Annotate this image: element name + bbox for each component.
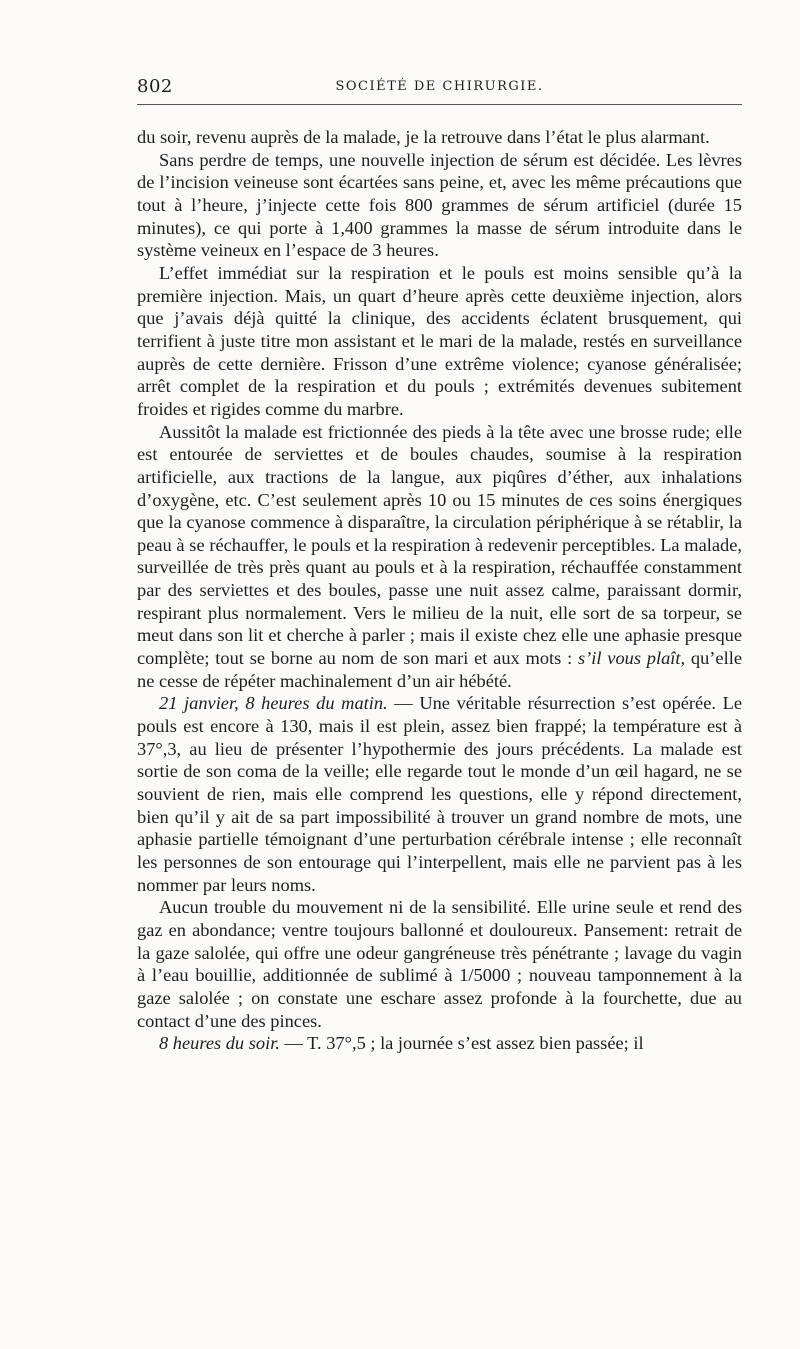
paragraph-1 (137, 126, 742, 149)
date-heading: 21 janvier, 8 heures du matin. (159, 693, 388, 714)
paragraph-text: du soir, revenu auprès de la malade, je la retrouve dans l’état le plus alarmant. (137, 127, 710, 147)
paragraph-text: — T. 37°,5 ; la journée s’est assez bien passée; il (279, 1033, 644, 1054)
paragraph-5 (137, 692, 742, 896)
time-heading: 8 heures du soir. (159, 1033, 280, 1054)
paragraph-text: Aussitôt la malade est frictionnée des pieds à la tête avec une brosse rude; elle est entourée de serviettes et de boules chaudes, soumise à la respiration artificielle, aux tractions de la langue, aux piqûres d’éther, aux inhalations d’oxygène, etc. C’est seulement après 10 ou 15 minutes de ces soins énergiques que la cyanose commence à disparaître, la circulation périphérique à se rétablir, la peau à se réchauffer, le pouls et la respiration à redevenir perceptibles. La malade, surveillée de très près quant au pouls et à la respiration, réchauffée constamment par des serviettes et des boules, passe une nuit assez calme, paraissant dormir, respirant plus normalement. Vers le milieu de la nuit, elle sort de sa torpeur, se meut dans son lit et cherche à parler ; mais il existe chez elle une aphasie presque complète; tout se borne au nom de son mari et aux mots : (137, 421, 742, 669)
paragraph-text: Aucun trouble du mouvement ni de la sensibilité. Elle urine seule et rend des gaz en abondance; ventre toujours ballonné et douloureux. Pansement: retrait de la gaze salolée, qui offre une odeur gangréneuse très pénétrante ; lavage du vagin à l’eau bouillie, additionnée de sublimé à 1/5000 ; nouveau tamponnement à la gaze salolée ; on constate une eschare assez profonde à la fourchette, due au contact d’une des pinces. (137, 897, 742, 1031)
paragraph-text: L’effet immédiat sur la respiration et le pouls est moins sensible qu’à la première injection. Mais, un quart d’heure après cette deuxième injection, alors que j’avais déjà quitté la clinique, des accidents éclatent brusquement, qui terrifient à juste titre mon assistant et le mari de la malade, restés en surveillance auprès de cette dernière. Frisson d’une extrême violence; cyanose généralisée; arrêt complet de la respiration et du pouls ; extrémités devenues subitement froides et rigides comme du marbre. (137, 262, 742, 419)
paragraph-4 (137, 421, 742, 693)
paragraph-7 (137, 1032, 742, 1055)
page-header (137, 76, 742, 100)
page-number: 802 (137, 76, 173, 97)
body-text (137, 126, 742, 1055)
paragraph-text: qu’elle ne cesse de répéter machinalement d’un air hébété. (137, 648, 742, 691)
italic-quote: s’il vous plaît, (578, 648, 686, 669)
paragraph-2 (137, 149, 742, 262)
paragraph-text: Sans perdre de temps, une nouvelle injection de sérum est décidée. Les lèvres de l’incision veineuse sont écartées sans peine, et, avec les même précautions que tout à l’heure, j’injecte cette fois 800 grammes de sérum artificiel (durée 15 minutes), ce qui porte à 1,400 grammes la masse de sérum introduite dans le système veineux en l’espace de 3 heures. (137, 149, 742, 261)
paragraph-text: — Une véritable résurrection s’est opérée. Le pouls est encore à 130, mais il est plein, assez bien frappé; la température est à 37°,3, au lieu de présenter l’hypothermie des jours précédents. La malade est sortie de son coma de la veille; elle regarde tout le monde d’un œil hagard, ne se souvient de rien, mais elle comprend les questions, elle y répond directement, bien qu’il y ait de sa part impossibilité à trouver un grand nombre de mots, une aphasie partielle témoignant d’une perturbation cérébrale intense ; elle reconnaît les personnes de son entourage qui l’interpellent, mais elle ne parvient pas à les nommer par leurs noms. (137, 693, 743, 895)
running-head: SOCIÉTÉ DE CHIRURGIE. (335, 79, 544, 94)
paragraph-6 (137, 896, 742, 1032)
header-rule (137, 104, 742, 105)
paragraph-3 (137, 262, 742, 421)
